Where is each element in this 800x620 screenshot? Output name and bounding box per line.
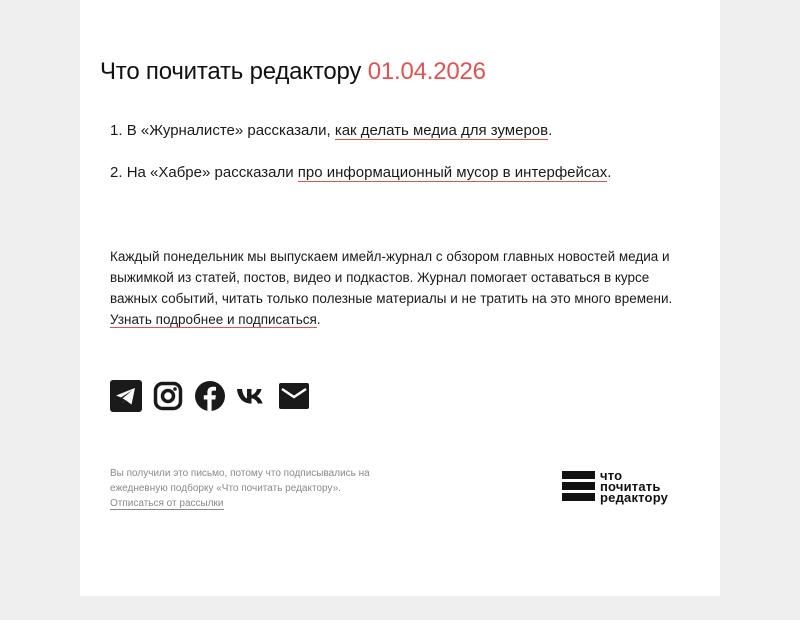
brand-logo	[562, 470, 668, 503]
title-text: Что почитать редактору	[100, 58, 362, 85]
social-links	[110, 380, 310, 412]
email-card	[80, 0, 720, 596]
footer-notice	[110, 466, 400, 511]
email-icon[interactable]	[278, 380, 310, 412]
item-tail: .	[548, 122, 553, 139]
article-link[interactable]: про информационный мусор в интерфейсах	[297, 164, 608, 181]
page-title	[100, 58, 486, 86]
article-list	[110, 120, 611, 204]
logo-bars-icon	[562, 471, 595, 501]
intro-tail: .	[316, 312, 321, 327]
logo-line: почитать	[600, 479, 661, 494]
issue-date: 01.04.2026	[367, 58, 486, 85]
logo-wordmark	[600, 470, 668, 503]
item-tail: .	[607, 164, 612, 181]
item-number: 1.	[110, 122, 123, 139]
unsubscribe-link[interactable]: Отписаться от рассылки	[110, 498, 224, 509]
item-text: На «Хабре» рассказали	[126, 164, 298, 181]
list-item	[110, 120, 611, 162]
instagram-icon[interactable]	[152, 380, 184, 412]
telegram-icon[interactable]	[110, 380, 142, 412]
article-link[interactable]: как делать медиа для зумеров	[334, 122, 549, 139]
item-number: 2.	[110, 164, 123, 181]
intro-paragraph	[110, 246, 695, 330]
intro-text: Каждый понедельник мы выпускаем имейл-журнал с обзором главных новостей медиа и выжимкой из статей, постов, видео и подкастов. Журнал помогает оставаться в курсе важных событий, читать только полезные материалы и не тратить на это много времени.	[110, 249, 673, 306]
item-text: В «Журналисте» рассказали,	[126, 122, 335, 139]
subscribe-link[interactable]: Узнать подробнее и подписаться	[110, 312, 317, 327]
logo-line: редактору	[600, 490, 669, 505]
footer-text: Вы получили это письмо, потому что подписывались на ежедневную подборку «Что почитать редактору».	[110, 468, 370, 494]
vk-icon[interactable]	[236, 380, 268, 412]
facebook-icon[interactable]	[194, 380, 226, 412]
logo-line: что	[600, 468, 623, 483]
list-item	[110, 162, 611, 204]
